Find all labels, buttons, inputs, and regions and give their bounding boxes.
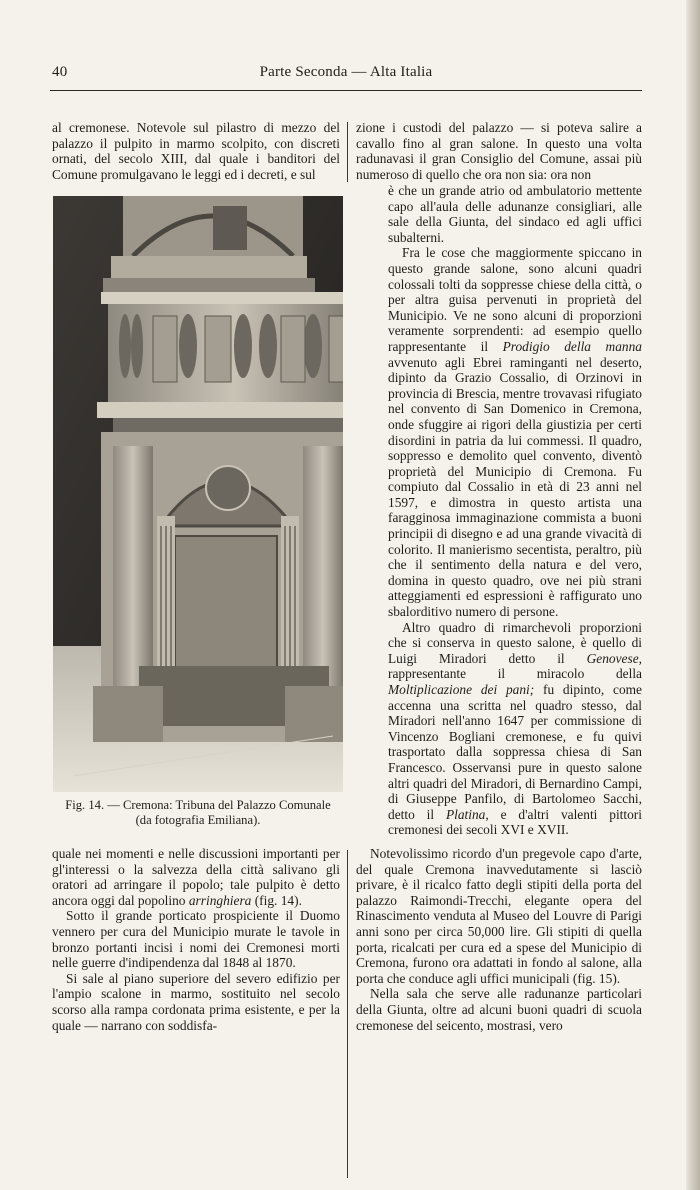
header-rule [50,90,642,91]
right-column-bottom [356,846,642,1033]
paragraph: Altro quadro di rimarchevoli proporzioni che si conserva in questo salone, è quello di Luigi Miradori detto il Genovese, rappresentante il miracolo della Moltiplicazione dei pani; fu dipinto, come accenna una scritta nel quadro stesso, dal Miradori nell'anno 1647 per commissione di Vincenzo Bogliani cremonese, e fu quivi trasportato dalla soppressa chiesa di San Francesco. Osservansi pure in questo salone altri quadri del Miradori, di Bernardino Campi, di Giuseppe Panfilo, di Bartolomeo Sacchi, detto il Platina, e d'altri valenti pittori cremonesi dei secoli XVI e XVII. [388,619,642,838]
paragraph: quale nei momenti e nelle discussioni importanti per gl'interessi o la salvezza della città salivano gli oratori ad arringare il popolo; tale pulpito è detto ancora oggi dal popolino arringhiera (fig. 14). [52,846,340,908]
figure-tribuna-photo [53,196,343,792]
paragraph: Nella sala che serve alle radunanze particolari della Giunta, oltre ad alcuni buoni quadri di scuola cremonese del seicento, mostrasi, vero [356,986,642,1033]
column-divider-top [347,122,348,182]
paragraph: è che un grande atrio od ambulatorio mettente capo all'aula delle adunanze consigliari, alle sale della Giunta, del sindaco ed agli uffici subalterni. [388,183,642,245]
page-edge [686,0,700,1190]
tribuna-illustration [53,196,343,792]
figure-caption [52,798,344,828]
right-column-main [388,183,642,838]
running-header [50,64,642,86]
paragraph: al cremonese. Notevole sul pilastro di mezzo del palazzo il pulpito in marmo scolpito, con discreti ornati, del secolo XIII, dal quale i banditori del Comune promulgavano le leggi ed i decreti, e sul [52,120,340,182]
left-column-top [52,120,340,182]
running-title: Parte Seconda — Alta Italia [259,64,433,80]
page-number: 40 [52,64,68,80]
caption-line: Fig. 14. — Cremona: Tribuna del Palazzo Comunale [65,798,331,812]
paragraph: Notevolissimo ricordo d'un pregevole capo d'arte, del quale Cremona inavvedutamente si lasciò privare, è il ricalco fatto degli stipiti della porta del palazzo Raimondi-Trecchi, elegante opera del Rinascimento venduta al Museo del Louvre di Parigi anni sono per circa 50,000 lire. Gli stipiti di quella porta, ricalcati per cura ed a spese del Municipio di Cremona, furono ora adattati in fondo al salone, alla porta che conduce agli uffici municipali (fig. 15). [356,846,642,986]
left-column-bottom [52,846,340,1033]
paragraph: Sotto il grande porticato prospiciente il Duomo vennero per cura del Municipio murate le tavole in bronzo portanti incisi i nomi dei Cremonesi morti nelle guerre d'indipendenza dal 1848 al 1870. [52,908,340,971]
column-divider-bottom [347,850,348,1178]
paragraph: Si sale al piano superiore del severo edifizio per l'ampio scalone in marmo, sostituito nel secolo scorso alla rampa cordonata prima esistente, e per la quale — narrano con soddisfa- [52,970,340,1033]
paragraph: zione i custodi del palazzo — si poteva salire a cavallo fino al gran salone. In questo una volta radunavasi il gran Consiglio del Comune, assai più numeroso di quello che ora non sia: ora non [356,120,642,182]
paragraph: Fra le cose che maggiormente spiccano in questo grande salone, sono alcuni quadri colossali tolti da soppresse chiese della città, o per altra guisa pervenuti in proprietà del Municipio. Ve ne sono alcuni di proporzioni veramente sorprendenti: ad esempio quello rappresentante il Prodigio della manna avvenuto agli Ebrei raminganti nel deserto, dipinto da Grazio Cossalio, di Orzinovi in provincia di Brescia, mentre trovavasi rifugiato nel convento di San Domenico in Cremona, onde sfuggire ai rigori della giustizia per certi disordini in patria da lui commessi. Il quadro, soppresso e demolito quel convento, diventò proprietà del Municipio di Cremona. Fu compiuto dal Cossalio in età di 23 anni nel 1597, e dimostra in questo artista una faragginosa immaginazione commista a buoni principii di disegno e ad una grande vivacità di colorito. Il manierismo secentista, peraltro, più che il sentimento della natura e del vero, domina in questo quadro, ove nei più strani atteggiamenti ed espressioni è raffigurato uno sbalorditivo numero di persone. [388,245,642,620]
right-column-top [356,120,642,182]
caption-line: (da fotografia Emiliana). [135,813,261,827]
